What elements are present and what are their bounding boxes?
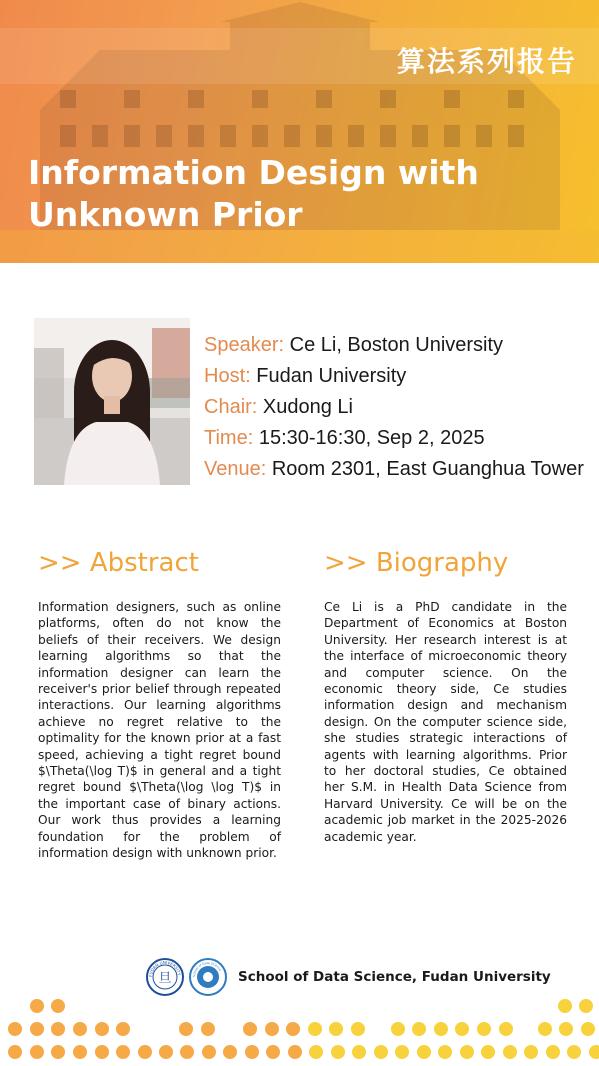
decorative-dot-pattern xyxy=(0,990,599,1066)
decorative-dot xyxy=(331,1045,345,1059)
decorative-dot xyxy=(417,1045,431,1059)
biography-heading: >> Biography xyxy=(324,548,509,578)
decorative-dot xyxy=(581,1022,595,1036)
chair-key: Chair: xyxy=(204,396,258,418)
decorative-dot xyxy=(352,1045,366,1059)
decorative-dot xyxy=(538,1022,552,1036)
decorative-dot xyxy=(30,999,44,1013)
decorative-dot xyxy=(8,1045,22,1059)
decorative-dot xyxy=(180,1045,194,1059)
decorative-dot xyxy=(499,1022,513,1036)
host-value: Fudan University xyxy=(256,365,407,387)
talk-title: Information Design with Unknown Prior xyxy=(28,153,479,234)
fudan-logo-text: FUDAN UNIVERSITY xyxy=(147,959,182,978)
decorative-dot xyxy=(245,1045,259,1059)
decorative-dot xyxy=(266,1045,280,1059)
decorative-dot xyxy=(308,1022,322,1036)
decorative-dot xyxy=(477,1022,491,1036)
decorative-dot xyxy=(524,1045,538,1059)
decorative-dot xyxy=(30,1045,44,1059)
series-label: 算法系列报告 xyxy=(396,45,577,78)
decorative-dot xyxy=(503,1045,517,1059)
decorative-dot xyxy=(460,1045,474,1059)
decorative-dot xyxy=(95,1045,109,1059)
decorative-dot xyxy=(116,1045,130,1059)
speaker-key: Speaker: xyxy=(204,334,285,356)
decorative-dot xyxy=(567,1045,581,1059)
decorative-dot xyxy=(51,1022,65,1036)
time-key: Time: xyxy=(204,427,254,449)
decorative-dot xyxy=(288,1045,302,1059)
speaker-row xyxy=(204,330,584,361)
decorative-dot xyxy=(159,1045,173,1059)
decorative-dot xyxy=(546,1045,560,1059)
chair-row xyxy=(204,392,584,423)
decorative-dot xyxy=(481,1045,495,1059)
host-row xyxy=(204,361,584,392)
decorative-dot xyxy=(286,1022,300,1036)
decorative-dot xyxy=(223,1045,237,1059)
decorative-dot xyxy=(265,1022,279,1036)
header-banner xyxy=(0,0,599,263)
decorative-dot xyxy=(391,1022,405,1036)
speaker-value: Ce Li, Boston University xyxy=(289,334,504,356)
decorative-dot xyxy=(73,1045,87,1059)
decorative-dot xyxy=(455,1022,469,1036)
decorative-dot xyxy=(73,1022,87,1036)
decorative-dot xyxy=(30,1022,44,1036)
decorative-dot xyxy=(329,1022,343,1036)
school-name: School of Data Science, Fudan University xyxy=(238,969,551,985)
decorative-dot xyxy=(202,1045,216,1059)
decorative-dot xyxy=(51,1045,65,1059)
decorative-dot xyxy=(201,1022,215,1036)
decorative-dot xyxy=(309,1045,323,1059)
decorative-dot xyxy=(179,1022,193,1036)
venue-row xyxy=(204,454,584,485)
decorative-dot xyxy=(412,1022,426,1036)
talk-info xyxy=(204,330,584,485)
sds-logo-text: School of Data Science xyxy=(191,960,223,978)
chair-value: Xudong Li xyxy=(262,396,353,418)
decorative-dot xyxy=(351,1022,365,1036)
decorative-dot xyxy=(8,1022,22,1036)
decorative-dot xyxy=(374,1045,388,1059)
time-value: 15:30-16:30, Sep 2, 2025 xyxy=(258,427,485,449)
fudan-logo-glyph: 旦 xyxy=(158,971,172,986)
decorative-dot xyxy=(116,1022,130,1036)
decorative-dot xyxy=(579,999,593,1013)
decorative-dot xyxy=(95,1022,109,1036)
decorative-dot xyxy=(138,1045,152,1059)
venue-key: Venue: xyxy=(204,458,267,480)
decorative-dot xyxy=(434,1022,448,1036)
abstract-body: Information designers, such as online platforms, often do not know the beliefs of their receivers. We design learning algorithms so that the information designer can learn the receiver's prior belief through repeated interactions. Our learning algorithms achieve no regret relative to the optimality for the known prior at a fast speed, achieving a tight regret bound $\Theta(\log T)$ in general and a tight regret bound $\Theta(\log \log T)$ in the important case of binary actions. Our work thus provides a learning foundation for the problem of information design with unknown prior. xyxy=(38,600,281,861)
abstract-heading: >> Abstract xyxy=(38,548,199,578)
venue-value: Room 2301, East Guanghua Tower xyxy=(271,458,584,480)
host-key: Host: xyxy=(204,365,251,387)
decorative-dot xyxy=(438,1045,452,1059)
time-row xyxy=(204,423,584,454)
decorative-dot xyxy=(558,999,572,1013)
biography-body: Ce Li is a PhD candidate in the Department of Economics at Boston University. Her research interest is at the interface of microeconomic theory and computer science. On the economic theory side, Ce studies information design and mechanism design. On the computer science side, she studies strategic interactions of agents with learning algorithms. Prior to her doctoral studies, Ce obtained her S.M. in Health Data Science from Harvard University. Ce will be on the academic job market in the 2025-2026 academic year. xyxy=(324,600,567,844)
decorative-dot xyxy=(243,1022,257,1036)
decorative-dot xyxy=(559,1022,573,1036)
decorative-dot xyxy=(51,999,65,1013)
decorative-dot xyxy=(589,1045,599,1059)
decorative-dot xyxy=(395,1045,409,1059)
speaker-photo xyxy=(34,318,190,485)
